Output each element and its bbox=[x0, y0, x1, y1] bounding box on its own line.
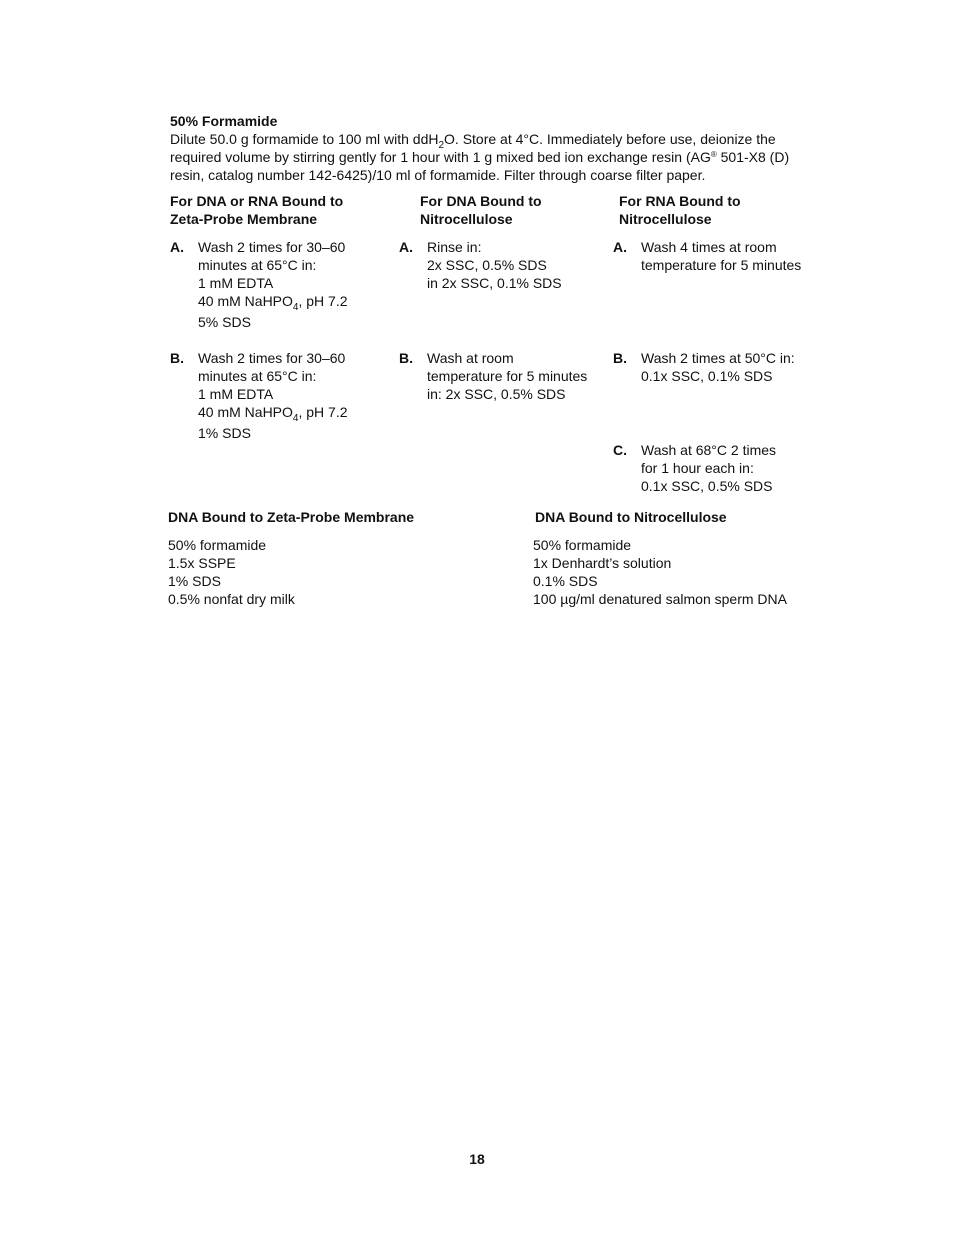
list-item: 1% SDS bbox=[168, 573, 221, 589]
subscript-4: 4 bbox=[292, 302, 299, 313]
column-header-line: Nitrocellulose bbox=[420, 211, 513, 227]
solution-list-nitrocellulose bbox=[533, 536, 787, 608]
step-text bbox=[198, 238, 348, 331]
step-line: in: 2x SSC, 0.5% SDS bbox=[427, 386, 566, 402]
step-line: Wash 2 times at 50°C in: bbox=[641, 350, 795, 366]
column-header-line: Nitrocellulose bbox=[619, 211, 712, 227]
step-text bbox=[641, 349, 795, 385]
step-letter: B. bbox=[399, 350, 413, 366]
section-header-zeta-probe: DNA Bound to Zeta-Probe Membrane bbox=[168, 509, 415, 525]
step-line: temperature for 5 minutes bbox=[641, 257, 802, 273]
step-line: Wash 2 times for 30–60 bbox=[198, 350, 346, 366]
step-text bbox=[641, 441, 776, 495]
step-text bbox=[198, 349, 348, 442]
step-text bbox=[427, 238, 562, 292]
step-line-rest: , pH 7.2 bbox=[298, 404, 348, 420]
section-header-nitrocellulose: DNA Bound to Nitrocellulose bbox=[535, 509, 727, 525]
step-line: Wash 4 times at room bbox=[641, 239, 777, 255]
step-line: 1 mM EDTA bbox=[198, 386, 274, 402]
list-item: 50% formamide bbox=[168, 537, 267, 553]
list-item: 0.1% SDS bbox=[533, 573, 598, 589]
step-line: minutes at 65°C in: bbox=[198, 368, 317, 384]
step-line bbox=[198, 292, 348, 313]
formamide-line-1-rest: O. Store at 4°C. Immediately before use, deionize the bbox=[444, 131, 776, 147]
step-letter: B. bbox=[170, 350, 184, 366]
step-text bbox=[427, 349, 587, 403]
list-item: 0.5% nonfat dry milk bbox=[168, 591, 295, 607]
column-header-line: For RNA Bound to bbox=[619, 193, 741, 209]
formamide-line-2-rest: 501-X8 (D) bbox=[716, 149, 790, 165]
section-title-formamide: 50% Formamide bbox=[170, 113, 278, 129]
column-header-line: For DNA Bound to bbox=[420, 193, 542, 209]
step-line: in 2x SSC, 0.1% SDS bbox=[427, 275, 562, 291]
column-header-dna-nitrocellulose bbox=[420, 192, 542, 228]
list-item: 100 µg/ml denatured salmon sperm DNA bbox=[533, 591, 787, 607]
step-text bbox=[641, 238, 801, 274]
column-header-line: Zeta-Probe Membrane bbox=[170, 211, 318, 227]
column-header-line: For DNA or RNA Bound to bbox=[170, 193, 344, 209]
step-line: for 1 hour each in: bbox=[641, 460, 754, 476]
step-line: 0.1x SSC, 0.1% SDS bbox=[641, 368, 773, 384]
step-line-rest: , pH 7.2 bbox=[298, 293, 348, 309]
step-line: 5% SDS bbox=[198, 314, 251, 330]
step-line: 1 mM EDTA bbox=[198, 275, 274, 291]
formamide-instructions bbox=[170, 130, 810, 184]
formamide-line-1 bbox=[170, 130, 810, 151]
list-item: 50% formamide bbox=[533, 537, 632, 553]
registered-mark: ® bbox=[710, 150, 717, 159]
formamide-line-2-text: required volume by stirring gently for 1 hour with 1 g mixed bed ion exchange resin (AG bbox=[170, 149, 711, 165]
step-line bbox=[198, 403, 348, 424]
step-line-text: 40 mM NaHPO bbox=[198, 293, 293, 309]
list-item: 1.5x SSPE bbox=[168, 555, 236, 571]
list-item: 1x Denhardt’s solution bbox=[533, 555, 672, 571]
step-line: Rinse in: bbox=[427, 239, 482, 255]
step-line: Wash at room bbox=[427, 350, 514, 366]
step-line: 2x SSC, 0.5% SDS bbox=[427, 257, 547, 273]
step-letter: B. bbox=[613, 350, 627, 366]
formamide-line-2 bbox=[170, 148, 810, 166]
column-header-zeta-probe bbox=[170, 192, 343, 228]
step-letter: A. bbox=[399, 239, 413, 255]
step-letter: C. bbox=[613, 442, 627, 458]
step-line: Wash 2 times for 30–60 bbox=[198, 239, 346, 255]
step-letter: A. bbox=[170, 239, 184, 255]
step-line: minutes at 65°C in: bbox=[198, 257, 317, 273]
column-header-rna-nitrocellulose bbox=[619, 192, 741, 228]
step-letter: A. bbox=[613, 239, 627, 255]
subscript-2: 2 bbox=[438, 140, 445, 151]
step-line: temperature for 5 minutes bbox=[427, 368, 588, 384]
formamide-line-3: resin, catalog number 142-6425)/10 ml of formamide. Filter through coarse filter paper. bbox=[170, 167, 706, 183]
page-number: 18 bbox=[469, 1151, 485, 1167]
step-line: 1% SDS bbox=[198, 425, 251, 441]
step-line: Wash at 68°C 2 times bbox=[641, 442, 777, 458]
solution-list-zeta-probe bbox=[168, 536, 295, 608]
step-line-text: 40 mM NaHPO bbox=[198, 404, 293, 420]
step-line: 0.1x SSC, 0.5% SDS bbox=[641, 478, 773, 494]
subscript-4: 4 bbox=[292, 413, 299, 424]
formamide-line-1-text: Dilute 50.0 g formamide to 100 ml with ddH bbox=[170, 131, 439, 147]
